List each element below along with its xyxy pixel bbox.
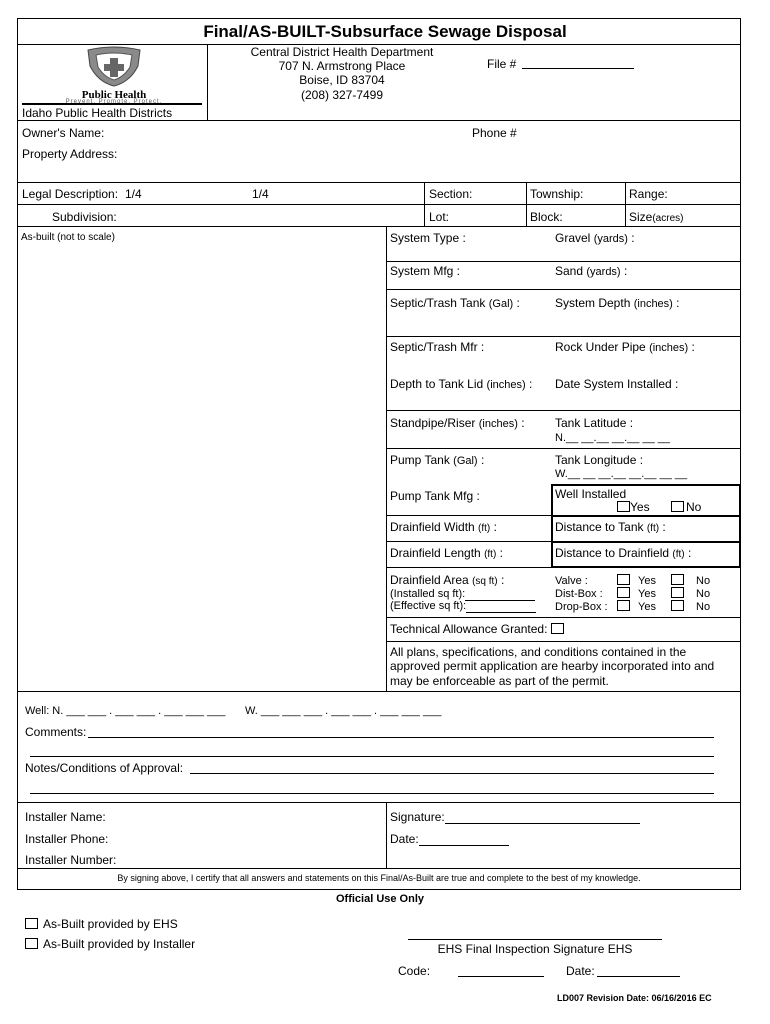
pump-tank-label	[390, 453, 484, 468]
valve-no-option[interactable]	[671, 574, 710, 588]
asbuilt-by-ehs-option[interactable]	[25, 917, 178, 931]
colon: :	[496, 546, 503, 560]
comments-label: Comments:	[25, 725, 87, 739]
colon: :	[688, 340, 695, 354]
signature-field[interactable]	[445, 812, 640, 824]
installer-name-label: Installer Name:	[25, 810, 106, 824]
notes-line[interactable]	[190, 773, 714, 774]
by-installer-text: As-Built provided by Installer	[43, 937, 196, 951]
well-yes-option[interactable]	[617, 500, 650, 514]
standpipe-text: Standpipe/Riser	[390, 416, 476, 430]
septic-tank-label	[390, 296, 520, 311]
divider	[386, 336, 741, 337]
no-text: No	[696, 601, 711, 613]
divider	[386, 541, 551, 542]
phone-label: Phone #	[472, 126, 517, 140]
legal-quarter-2: 1/4	[252, 187, 269, 201]
code-field[interactable]	[458, 976, 544, 977]
revision-date: LD007 Revision Date: 06/16/2016 EC	[557, 993, 712, 1003]
ft-unit: (ft)	[484, 549, 497, 560]
asbuilt-label: As-built (not to scale)	[21, 232, 115, 243]
colon: :	[525, 377, 533, 391]
department-name: Central District Health Department	[250, 45, 434, 59]
divider	[386, 261, 741, 262]
official-use-heading: Official Use Only	[335, 893, 425, 905]
colon: :	[659, 520, 666, 534]
date-installed-label: Date System Installed :	[555, 377, 679, 391]
divider	[17, 204, 741, 205]
septic-tank-text: Septic/Trash Tank	[390, 296, 486, 310]
colon: :	[490, 520, 497, 534]
colon: :	[684, 546, 692, 560]
certify-text: By signing above, I certify that all answers and statements on this Final/As-Built are true and complete to the best of my knowledge.	[117, 873, 641, 883]
dist-drain-text: Distance to Drainfield	[555, 546, 670, 560]
well-west-field[interactable]: W. ___ ___ ___ . ___ ___ . ___ ___ ___	[245, 705, 442, 717]
drain-area-unit: (sq ft)	[472, 576, 498, 587]
yes-text: Yes	[638, 588, 656, 600]
checkbox-icon[interactable]	[25, 918, 38, 929]
no-text: No	[696, 588, 711, 600]
distbox-label: Dist-Box :	[555, 588, 603, 600]
dropbox-label: Drop-Box :	[555, 601, 608, 613]
block-label: Block:	[530, 210, 563, 224]
form-title: Final/AS-BUILT-Subsurface Sewage Disposal	[203, 22, 567, 41]
ehs-date-label: Date:	[566, 964, 595, 978]
rock-pipe-label	[555, 340, 695, 355]
installer-phone-label: Installer Phone:	[25, 832, 109, 846]
signature-text: Signature:	[390, 810, 445, 824]
checkbox-icon[interactable]	[551, 623, 564, 634]
depth-lid-unit: (inches)	[486, 379, 526, 391]
yes-text: Yes	[638, 575, 656, 587]
well-installed-label: Well Installed	[555, 487, 627, 501]
sand-unit: (yards)	[586, 266, 621, 278]
installer-date-field[interactable]	[419, 834, 509, 846]
depth-lid-label	[390, 377, 532, 392]
drainfield-length-label	[390, 546, 503, 562]
by-ehs-text: As-Built provided by EHS	[43, 917, 178, 931]
standpipe-label	[390, 416, 525, 431]
size-unit: (acres)	[652, 213, 684, 224]
colon: :	[672, 296, 680, 310]
valve-label: Valve :	[555, 575, 588, 587]
legal-description-label: Legal Description:	[22, 187, 119, 201]
septic-tank-unit: (Gal)	[488, 298, 514, 310]
checkbox-icon[interactable]	[671, 574, 684, 585]
colon: :	[517, 416, 525, 430]
range-label: Range:	[629, 187, 668, 201]
ft-unit: (ft)	[478, 523, 491, 534]
checkbox-icon[interactable]	[617, 587, 630, 598]
tank-latitude-label: Tank Latitude :	[555, 416, 634, 430]
divider	[17, 226, 741, 227]
ft-unit: (ft)	[646, 523, 660, 534]
logo-tagline: Prevent. Promote. Protect.	[65, 99, 163, 105]
well-north-field[interactable]: Well: N. ___ ___ . ___ ___ . ___ ___ ___	[25, 705, 226, 717]
gravel-text: Gravel	[555, 231, 591, 245]
legal-quarter-1: 1/4	[125, 187, 142, 201]
asbuilt-by-installer-option[interactable]	[25, 937, 195, 951]
notes-line[interactable]	[30, 793, 714, 794]
code-label: Code:	[398, 964, 431, 978]
pump-tank-unit: (Gal)	[453, 455, 478, 467]
file-label: File #	[487, 57, 517, 71]
colon: :	[620, 264, 628, 278]
system-depth-unit: (inches)	[633, 298, 673, 310]
property-address-field[interactable]	[118, 145, 718, 161]
drain-length-text: Drainfield Length	[390, 546, 481, 560]
size-text: Size	[629, 210, 653, 224]
installed-sqft-text: (Installed sq ft):	[390, 588, 466, 600]
lot-label: Lot:	[429, 210, 450, 224]
colon: :	[497, 573, 505, 587]
owner-label: Owner's Name:	[22, 126, 105, 140]
yes-text: Yes	[638, 601, 656, 613]
distbox-yes-option[interactable]	[617, 587, 656, 601]
plans-text-line-1: All plans, specifications, and conditions contained in the	[390, 645, 687, 659]
department-city: Boise, ID 83704	[299, 73, 385, 87]
divider	[17, 120, 741, 121]
notes-label: Notes/Conditions of Approval:	[25, 761, 184, 775]
ehs-signature-label: EHS Final Inspection Signature EHS	[437, 942, 633, 956]
divider	[551, 515, 741, 517]
divider	[386, 448, 741, 449]
township-label: Township:	[530, 187, 584, 201]
standpipe-unit: (inches)	[478, 418, 518, 430]
colon: :	[513, 296, 520, 310]
department-street: 707 N. Armstrong Place	[278, 59, 406, 73]
section-label: Section:	[429, 187, 473, 201]
size-label	[629, 210, 683, 226]
sand-label	[555, 264, 627, 279]
system-depth-label	[555, 296, 680, 311]
no-text: No	[696, 575, 711, 587]
drainfield-width-label	[390, 520, 497, 536]
effective-sqft-label	[390, 599, 536, 613]
distance-drainfield-label	[555, 546, 691, 562]
ehs-signature-line[interactable]	[408, 939, 662, 940]
property-address-label: Property Address:	[22, 147, 118, 161]
tank-longitude-label: Tank Longitude :	[555, 453, 644, 467]
logo-district: Idaho Public Health Districts	[22, 106, 173, 120]
divider	[386, 515, 551, 516]
gravel-label	[555, 231, 635, 246]
system-type-label: System Type :	[390, 231, 466, 245]
system-depth-text: System Depth	[555, 296, 631, 310]
dropbox-yes-option[interactable]	[617, 600, 656, 614]
ft-unit: (ft)	[672, 549, 685, 560]
checkbox-icon[interactable]	[617, 574, 630, 585]
ehs-date-field[interactable]	[597, 976, 680, 977]
owner-name-field[interactable]	[102, 124, 462, 140]
divider	[386, 410, 741, 411]
logo-name: Public Health	[81, 89, 147, 101]
colon: :	[627, 231, 635, 245]
rock-pipe-text: Rock Under Pipe	[555, 340, 646, 354]
dropbox-no-option[interactable]	[671, 600, 710, 614]
divider	[17, 802, 741, 803]
tech-allowance-text: Technical Allowance Granted:	[390, 622, 548, 636]
checkbox-icon[interactable]	[617, 501, 630, 512]
distance-tank-label	[555, 520, 666, 536]
signature-label	[390, 810, 640, 824]
checkbox-icon[interactable]	[25, 938, 38, 949]
no-text: No	[686, 500, 702, 514]
plans-text-line-3: may be enforceable as part of the permit.	[390, 674, 609, 688]
divider	[386, 641, 741, 642]
plans-text-line-2: approved permit application are hearby incorporated into and	[390, 659, 715, 673]
dist-tank-text: Distance to Tank	[555, 520, 644, 534]
pump-mfg-label: Pump Tank Mfg :	[390, 489, 480, 503]
distbox-no-option[interactable]	[671, 587, 710, 601]
divider	[17, 691, 741, 692]
checkbox-icon[interactable]	[617, 600, 630, 611]
septic-mfr-label: Septic/Trash Mfr :	[390, 340, 485, 354]
checkbox-icon[interactable]	[671, 501, 684, 512]
rock-pipe-unit: (inches)	[649, 342, 689, 354]
tank-latitude-field[interactable]: N.__ __.__ __.__ __ __	[555, 432, 670, 444]
divider	[386, 289, 741, 290]
asbuilt-drawing-area[interactable]	[20, 244, 384, 688]
checkbox-icon[interactable]	[671, 587, 684, 598]
gravel-unit: (yards)	[593, 233, 628, 245]
depth-lid-text: Depth to Tank Lid	[390, 377, 484, 391]
pump-tank-text: Pump Tank	[390, 453, 450, 467]
installer-date-label	[390, 832, 509, 846]
divider	[386, 226, 387, 691]
file-number-field[interactable]	[522, 56, 634, 69]
subdivision-label: Subdivision:	[52, 210, 117, 224]
comments-line[interactable]	[30, 756, 714, 757]
divider	[551, 541, 741, 543]
sand-text: Sand	[555, 264, 584, 278]
checkbox-icon[interactable]	[671, 600, 684, 611]
comments-line[interactable]	[88, 737, 714, 738]
owner-phone-field[interactable]	[518, 124, 736, 140]
valve-yes-option[interactable]	[617, 574, 656, 588]
date-text: Date:	[390, 832, 419, 846]
well-no-option[interactable]	[671, 500, 701, 514]
divider	[386, 802, 387, 868]
colon: :	[477, 453, 485, 467]
drain-width-text: Drainfield Width	[390, 520, 475, 534]
installer-number-label: Installer Number:	[25, 853, 117, 867]
technical-allowance-label	[390, 622, 564, 636]
logo-rule	[22, 103, 202, 105]
department-phone: (208) 327-7499	[300, 88, 384, 102]
drain-area-text: Drainfield Area	[390, 573, 469, 587]
tank-longitude-field[interactable]: W.__ __ __.__ __.__ __ __	[555, 468, 688, 480]
system-mfg-label: System Mfg :	[390, 264, 461, 278]
effective-sqft-text: (Effective sq ft):	[390, 600, 467, 612]
divider	[17, 868, 741, 869]
divider	[17, 182, 741, 183]
divider	[386, 617, 741, 618]
yes-text: Yes	[630, 500, 650, 514]
effective-sqft-field[interactable]	[466, 603, 536, 613]
